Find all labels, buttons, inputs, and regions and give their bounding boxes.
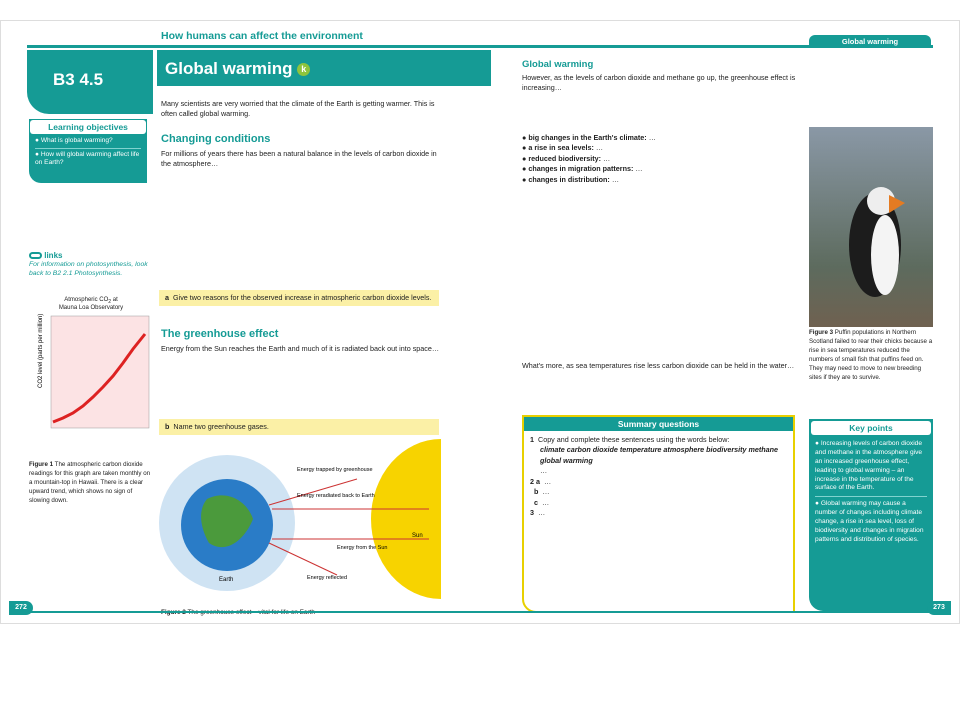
summary-q2b: b … [534,487,550,497]
sun-shape [371,439,441,599]
lo-title: Learning objectives [30,120,146,134]
key-points [809,419,933,611]
summary-q1: 1 Copy and complete these sentences using the words below: [530,435,730,444]
svg-text:Energy reflected: Energy reflected [307,575,348,581]
figure1-caption: Figure 1 The atmospheric carbon dioxide readings for this graph are taken monthly on a mountain-top in Hawaii. There is a clear upward trend, which shows no sign of slowing down. [29,461,151,504]
page-title: Global warming k [157,50,491,86]
word-list: climate carbon dioxide temperature atmosphere biodiversity methane global warming [540,445,779,465]
textbook-spread [0,20,960,624]
svg-text:CO2 level (parts per million): CO2 level (parts per million) [38,314,44,389]
svg-text:Energy trapped by greenhouse: Energy trapped by greenhouse [297,467,373,473]
global-intro: However, as the levels of carbon dioxide and methane go up, the greenhouse effect is increasing… [522,73,796,93]
learning-objectives [29,119,147,183]
link-icon [29,252,42,259]
greenhouse-diagram [157,439,441,599]
links-box [29,251,153,278]
greenhouse-heading: The greenhouse effect [161,328,279,340]
list-item: ● changes in distribution: … [522,174,619,184]
list-item: ● changes in migration patterns: … [522,164,643,174]
list-item: ● big changes in the Earth's climate: … [522,133,656,142]
svg-text:Energy reradiated back to Eart: Energy reradiated back to Earth [297,493,375,499]
topic-heading: How humans can affect the environment [161,30,363,42]
summary-q2c: c … [534,497,550,507]
lo-item: ● How will global warming affect life on Earth? [35,150,140,167]
svg-text:Earth: Earth [219,577,234,583]
question-b: b Name two greenhouse gases. [159,419,439,435]
key-item: ● Global warming may cause a number of changes including climate change, a rise in sea level, loss of biodiversity and changes in migration patterns and distribution of species. [815,500,924,543]
svg-text:Sun: Sun [412,533,423,539]
list-item: ● a rise in sea levels: … [522,143,604,153]
summary-q2a: 2 a … [530,476,552,486]
summary-q1-blank: … [540,466,548,476]
global-heading: Global warming [522,59,594,70]
summary-q3: 3 … [530,508,546,518]
greenhouse-p1: Energy from the Sun reaches the Earth and much of it is radiated back out into space… [161,344,440,353]
links-title: links [29,251,153,260]
co2-graph: Atmospheric $CO_2$ at Mauna Loa Observatory CO2 level (parts per million) [29,297,153,457]
global-outro: What's more, as sea temperatures rise less carbon dioxide can be held in the water… [522,361,795,370]
lesson-code: B3 4.5 [27,50,153,114]
kerboodle-badge: k [297,63,310,76]
lo-list [29,135,147,170]
key-title: Key points [811,421,931,435]
question-a: a Give two reasons for the observed increase in atmospheric carbon dioxide levels. [159,290,439,306]
changing-p1: For millions of years there has been a natural balance in the levels of carbon dioxide in the atmosphere… [161,149,437,169]
effects-list [522,133,798,185]
figure3-caption: Figure 3 Puffin populations in Northern Scotland failed to rear their chicks because a rise in sea temperatures reduced the numbers of small fish that puffins feed on. They may need to move to new breeding sites if they are to survive. [809,329,933,381]
key-item: ● Increasing levels of carbon dioxide and methane in the atmosphere give an increased greenhouse effect, leading to global warming – an increase in the temperature of the surface of the Earth. [815,440,927,497]
section-tab: Global warming [809,35,931,48]
page-number-right: 273 [927,601,951,615]
summary-title: Summary questions [524,417,793,431]
summary-box [522,415,795,613]
header-rule [27,45,933,48]
summary-list [524,431,793,523]
intro-text: Many scientists are very worried that the climate of the Earth is getting warmer. This is often called global warming. [161,99,435,119]
puffin-photo [809,127,933,327]
lo-item: ● What is global warming? [35,137,141,149]
links-text: For information on photosynthesis, look back to B2 2.1 Photosynthesis. [29,261,148,278]
footer-rule [27,611,933,613]
page-number-left: 272 [9,601,33,615]
svg-text:Energy from the Sun: Energy from the Sun [337,545,388,551]
list-item: ● reduced biodiversity: … [522,153,611,163]
key-list [809,437,933,548]
changing-heading: Changing conditions [161,133,271,145]
